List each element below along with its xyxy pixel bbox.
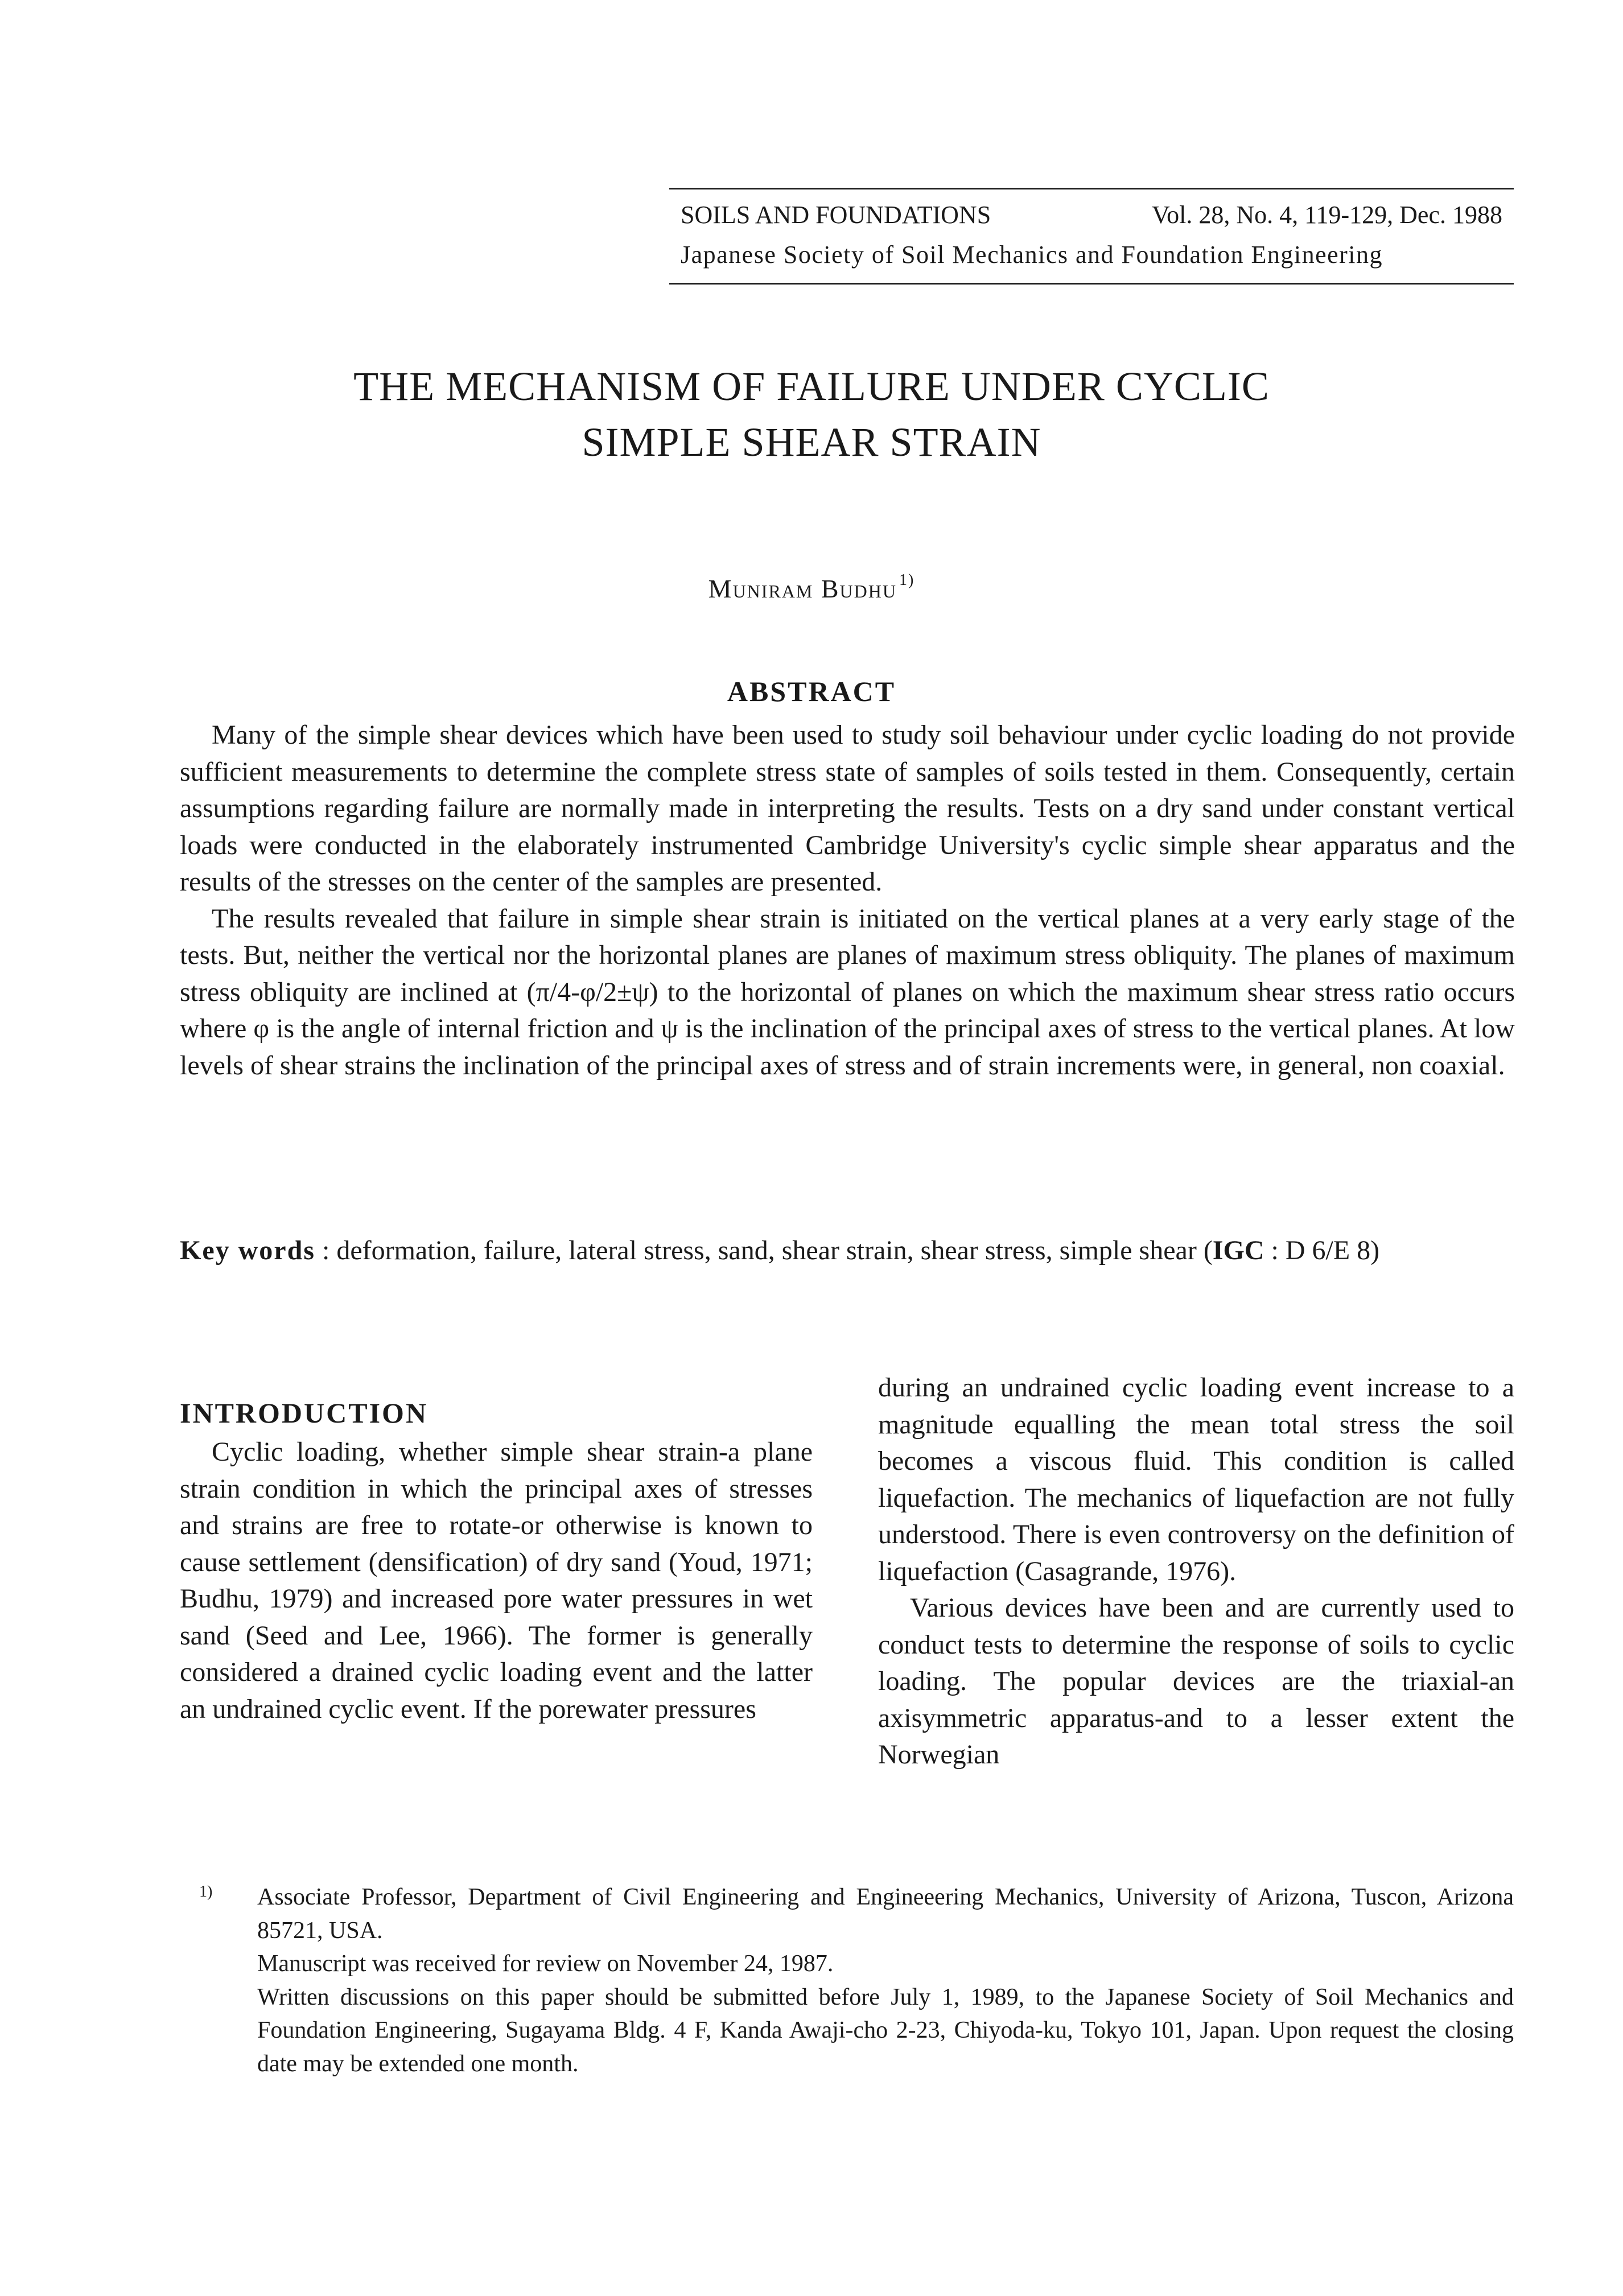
igc-label: IGC <box>1212 1235 1264 1266</box>
introduction-right-paragraph-1: during an undrained cyclic loading event increase to a magnitude equalling the mean total stress the soil becomes a viscous fluid. This condition is called liquefaction. The mechanics of liquefaction are not fully understood. There is even controversy on the definition of liquefaction (Casagrande, 1976). <box>878 1372 1514 1586</box>
keywords-text: : deformation, failure, lateral stress, sand, shear strain, shear stress, simple shear ( <box>322 1235 1213 1266</box>
introduction-left-paragraph: Cyclic loading, whether simple shear strain-a plane strain condition in which the principal axes of stresses and strains are free to rotate-or otherwise is known to cause settlement (densification) of dry sand (Youd, 1971; Budhu, 1979) and increased pore water pressures in wet sand (Seed and Lee, 1966). The former is generally considered a drained cyclic loading event and the latter an undrained cyclic event. If the porewater pressures <box>180 1437 813 1724</box>
paper-title <box>0 358 1623 470</box>
footnote-received: Manuscript was received for review on November 24, 1987. <box>257 1951 834 1977</box>
title-line-2: SIMPLE SHEAR STRAIN <box>582 419 1041 465</box>
abstract-heading: ABSTRACT <box>727 675 896 707</box>
keywords-label: Key words <box>180 1235 315 1266</box>
author-name: Muniram Budhu <box>708 574 897 603</box>
journal-name: SOILS AND FOUNDATIONS <box>681 201 991 229</box>
author-line <box>0 563 1623 606</box>
footnote-affiliation: Associate Professor, Department of Civil Engineering and Engineeering Mechanics, University of Arizona, Tuscon, Arizona 85721, USA. <box>257 1884 1514 1944</box>
journal-header <box>669 188 1514 285</box>
abstract-paragraph-1: Many of the simple shear devices which have been used to study soil behaviour under cyclic loading do not provide sufficient measurements to determine the complete stress state of samples of soils tested in them. Consequently, certain assumptions regarding failure are normally made in interpreting the results. Tests on a dry sand under constant vertical loads were conducted in the elaborately instrumented Cambridge University's cyclic simple shear apparatus and the results of the stresses on the center of the samples are presented. <box>180 720 1515 897</box>
keywords <box>180 1232 1515 1269</box>
abstract-paragraph-2: The results revealed that failure in simple shear strain is initiated on the vertical planes at a very early stage of the tests. But, neither the vertical nor the horizontal planes are planes of maximum stress obliquity. The planes of maximum stress obliquity are inclined at (π/4-φ/2±ψ) to the horizontal of planes on which the maximum shear stress ratio occurs where φ is the angle of internal friction and ψ is the inclination of the principal axes of stress to the vertical planes. At low levels of shear strains the inclination of the principal axes of stress and of strain increments were, in general, non coaxial. <box>180 903 1515 1081</box>
journal-volume: Vol. 28, No. 4, 119-129, Dec. 1988 <box>1152 201 1502 229</box>
abstract-body <box>180 717 1515 1084</box>
igc-value: : D 6/E 8) <box>1271 1235 1380 1266</box>
introduction-right-paragraph-2: Various devices have been and are currently used to conduct tests to determine the response of soils to cyclic loading. The popular devices are the triaxial-an axisymmetric apparatus-and to a lesser extent the Norwegian <box>878 1593 1514 1770</box>
footnote-mark: 1) <box>199 1883 213 1901</box>
author-footnote-mark: 1) <box>899 571 915 589</box>
introduction-heading: INTRODUCTION <box>180 1397 429 1429</box>
introduction-left-column <box>180 1434 813 1728</box>
footnote <box>199 1881 1514 2080</box>
footnote-discussion: Written discussions on this paper should be submitted before July 1, 1989, to the Japanese Society of Soil Mechanics and Foundation Engineering, Sugayama Bldg. 4 F, Kanda Awaji-cho 2-23, Chiyoda-ku, Tokyo 101, Japan. Upon request the closing date may be extended one month. <box>257 1984 1514 2077</box>
introduction-right-column <box>878 1370 1514 1774</box>
title-line-1: THE MECHANISM OF FAILURE UNDER CYCLIC <box>353 364 1270 409</box>
journal-society: Japanese Society of Soil Mechanics and Foundation Engineering <box>681 241 1383 269</box>
